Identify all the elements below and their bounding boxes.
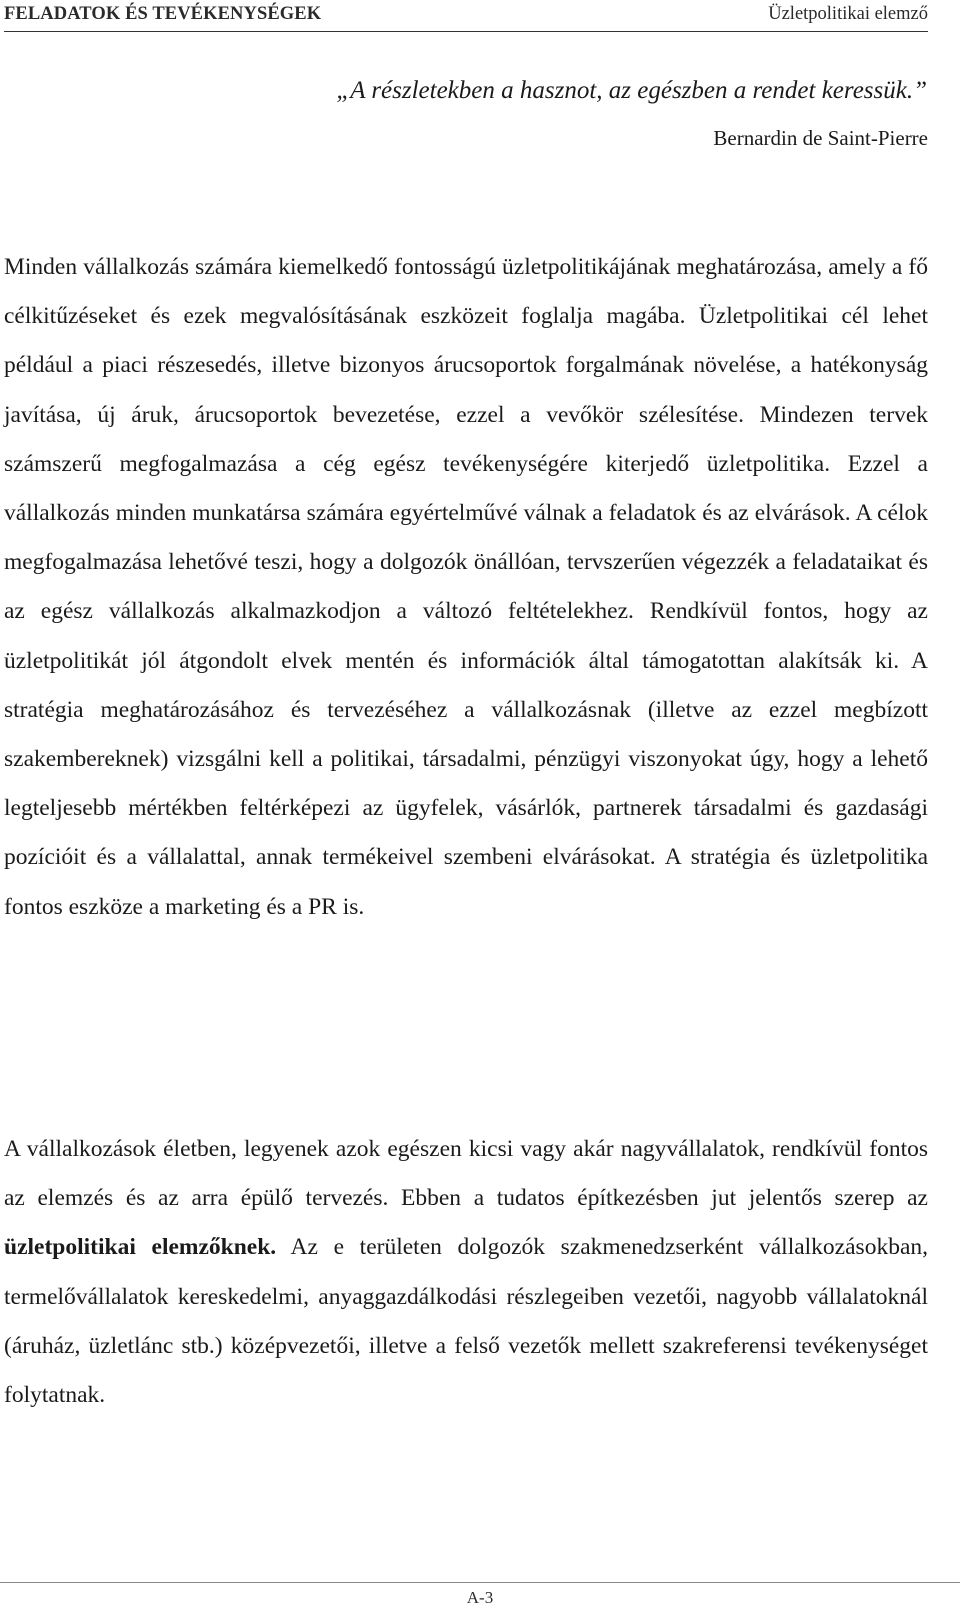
paragraph-text: Az e területen dolgozók szakmenedzserként vállalkozásokban, termelővállalatok kereskedelmi, anyaggazdálkodási részlegeiben vezetői, nagyobb vállalatoknál (áruház, üzletlánc stb.) középvezetői, illetve a felső vezetők mellett szakreferensi tevékenységet folytatnak.: [4, 1234, 928, 1409]
body-paragraph-2: [4, 1125, 928, 1420]
emphasized-term: üzletpolitikai elemzőknek.: [4, 1234, 277, 1261]
paragraph-text: A vállalkozások életben, legyenek azok egészen kicsi vagy akár nagyvállalatok, rendkívül fontos az elemzés és az arra épülő tervezés. Ebben a tudatos építkezésben jut jelentős szerep az: [4, 1136, 928, 1212]
epigraph-author: Bernardin de Saint-Pierre: [713, 126, 928, 150]
footer-divider: [0, 1582, 960, 1583]
body-paragraph-1: Minden vállalkozás számára kiemelkedő fontosságú üzletpolitikájának meghatározása, amely a fő célkitűzéseket és ezek megvalósításának eszközeit foglalja magába. Üzletpolitikai cél lehet például a piaci részesedés, illetve bizonyos árucsoportok forgalmának növelése, a hatékonyság javítása, új áruk, árucsoportok bevezetése, ezzel a vevőkör szélesítése. Mindezen tervek számszerű megfogalmazása a cég egész tevékenységére kiterjedő üzletpolitika. Ezzel a vállalkozás minden munkatársa számára egyértelművé válnak a feladatok és az elvárások. A célok megfogalmazása lehetővé teszi, hogy a dolgozók önállóan, tervszerűen végezzék a feladataikat és az egész vállalkozás alkalmazkodjon a változó feltételekhez. Rendkívül fontos, hogy az üzletpolitikát jól átgondolt elvek mentén és információk által támogatottan alakítsák ki. A stratégia meghatározásához és tervezéséhez a vállalkozásnak (illetve az ezzel megbízott szakembereknek) vizsgálni kell a politikai, társadalmi, pénzügyi viszonyokat úgy, hogy a lehető legteljesebb mértékben feltérképezi az ügyfelek, vásárlók, partnerek társadalmi és gazdasági pozícióit és a vállalattal, annak termékeivel szembeni elvárásokat. A stratégia és üzletpolitika fontos eszköze a marketing és a PR is.: [4, 254, 928, 920]
page-number: A-3: [466, 1588, 494, 1607]
epigraph-quote: „A részletekben a hasznot, az egészben a rendet keressük.”: [336, 77, 927, 104]
header-document-title: Üzletpolitikai elemző: [768, 4, 928, 24]
page-header: [4, 0, 928, 32]
header-section-title: FELADATOK ÉS TEVÉKENYSÉGEK: [4, 4, 322, 24]
